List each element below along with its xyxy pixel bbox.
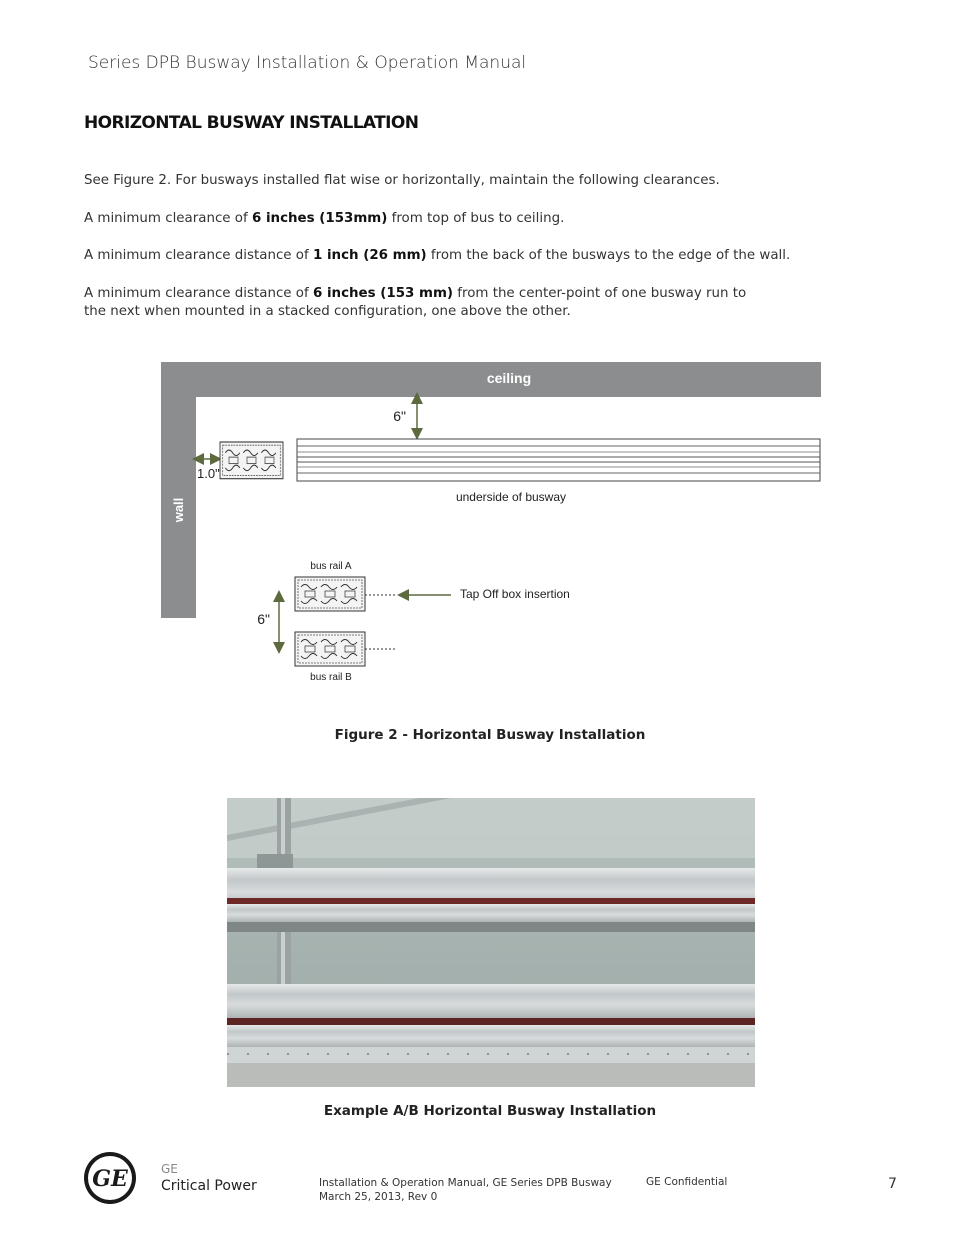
- text: A minimum clearance of: [84, 211, 252, 226]
- ge-logo-text: GE: [92, 1166, 128, 1192]
- confidential-notice: GE Confidential: [646, 1176, 728, 1188]
- document-header: Series DPB Busway Installation & Operation Manual: [88, 53, 527, 73]
- paragraph-stack-clearance: [84, 285, 804, 321]
- top-clearance-label: 6": [393, 408, 406, 424]
- bus-rail-a: [295, 577, 365, 611]
- manual-date: March 25, 2013, Rev 0: [319, 1191, 438, 1203]
- ge-logo-icon: [83, 1151, 137, 1205]
- text: A minimum clearance distance of: [84, 248, 313, 263]
- brand-division: Critical Power: [161, 1178, 257, 1194]
- wall-bar: [161, 362, 196, 618]
- text: A minimum clearance distance of: [84, 286, 313, 301]
- busway-end-profile: [220, 442, 283, 479]
- ceiling-label: ceiling: [486, 370, 532, 386]
- text: from the back of the busways to the edge of the wall.: [426, 248, 791, 263]
- tapoff-label: Tap Off box insertion: [460, 587, 570, 601]
- underside-label: underside of busway: [455, 490, 567, 504]
- brand-name: GE: [161, 1162, 178, 1176]
- footer-brand: [161, 1161, 257, 1195]
- bold-value: 6 inches (153 mm): [312, 286, 454, 301]
- rail-b-label: bus rail B: [310, 672, 352, 683]
- figure-caption: Figure 2 - Horizontal Busway Installation: [334, 727, 646, 743]
- wall-label: wall: [171, 497, 186, 523]
- busway-underside: [297, 439, 820, 481]
- wall-clearance-label: 1.0": [197, 466, 220, 481]
- busway-installation-photo: [227, 798, 755, 1087]
- stack-clearance-label: 6": [257, 611, 270, 627]
- bus-rail-b: [295, 632, 365, 666]
- paragraph-wall-clearance: [84, 247, 804, 265]
- rail-a-label: bus rail A: [310, 561, 352, 572]
- photo-caption: Example A/B Horizontal Busway Installation: [323, 1103, 657, 1119]
- page-number: 7: [888, 1176, 897, 1192]
- text: the next when mounted in a stacked configuration, one above the other.: [84, 304, 571, 319]
- paragraph-intro: See Figure 2. For busways installed flat wise or horizontally, maintain the following clearances.: [84, 173, 720, 188]
- section-title: HORIZONTAL BUSWAY INSTALLATION: [84, 113, 419, 133]
- manual-title: Installation & Operation Manual, GE Series DPB Busway: [319, 1177, 612, 1189]
- bold-value: 6 inches (153mm): [251, 211, 388, 226]
- text: from top of bus to ceiling.: [387, 211, 565, 226]
- footer-manual-info: [319, 1176, 612, 1204]
- paragraph-ceiling-clearance: [84, 210, 804, 228]
- horizontal-installation-diagram: [161, 362, 821, 692]
- text: from the center-point of one busway run to: [453, 286, 747, 301]
- bold-value: 1 inch (26 mm): [312, 248, 427, 263]
